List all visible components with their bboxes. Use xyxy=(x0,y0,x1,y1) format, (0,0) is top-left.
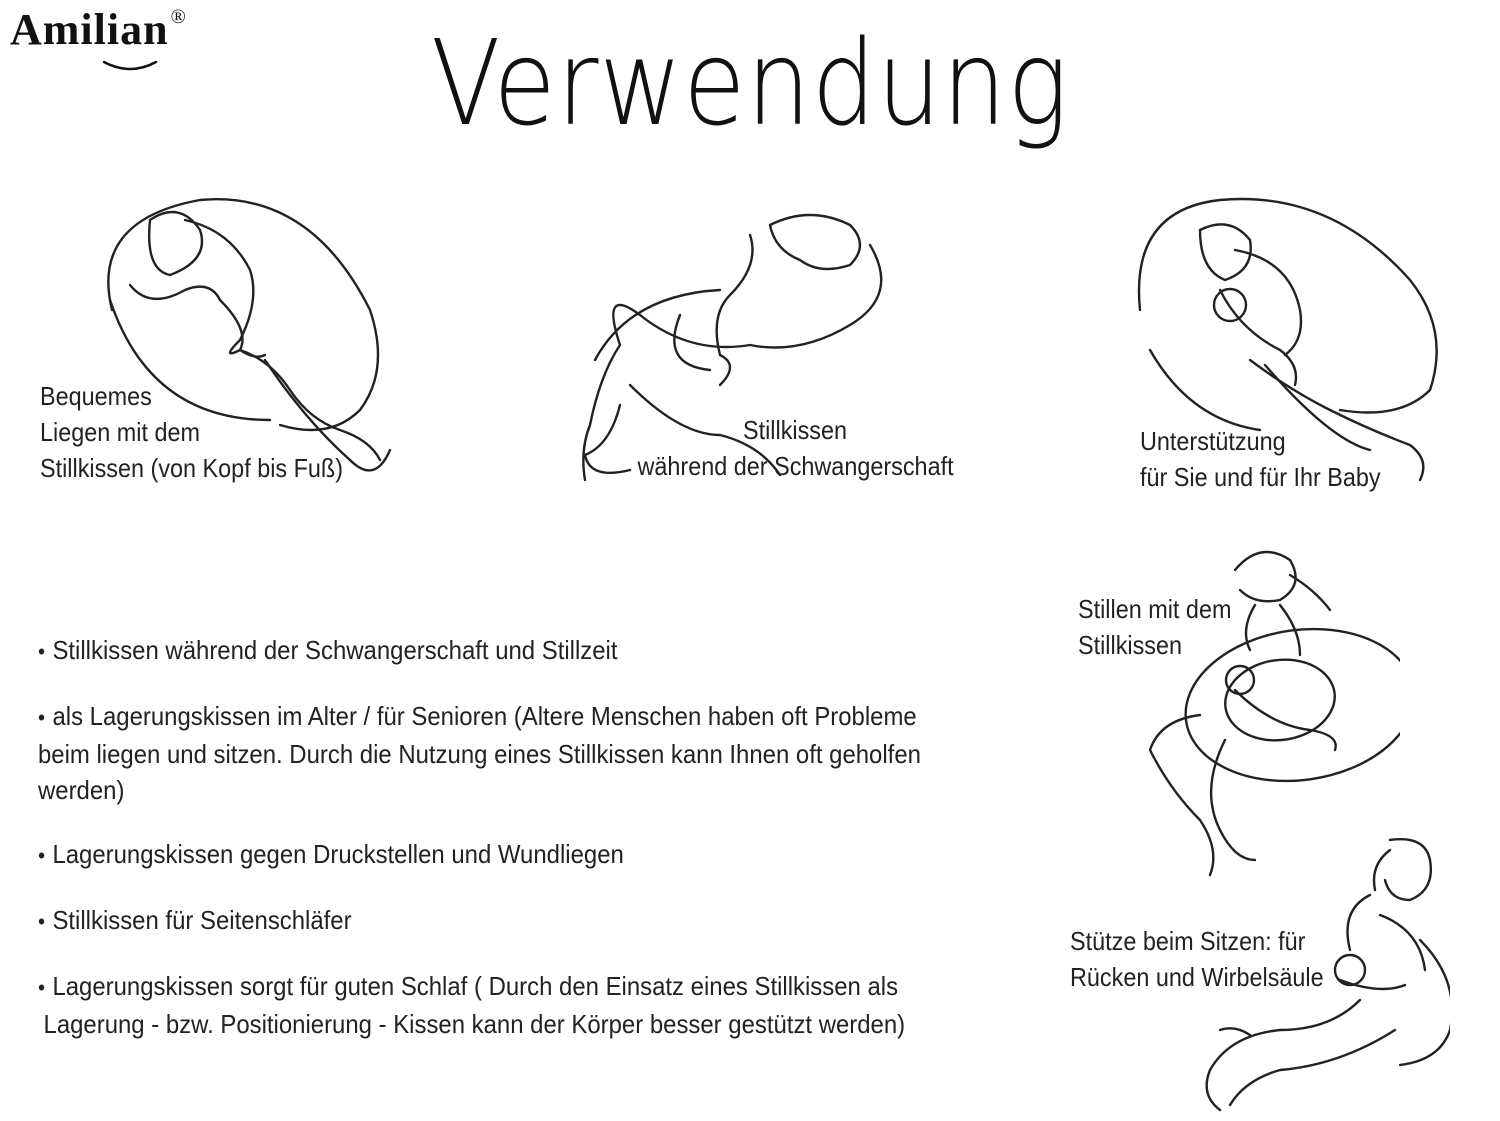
bullet-icon: • xyxy=(38,843,46,868)
list-item: • Lagerungskissen gegen Druckstellen und Wundliegen xyxy=(38,839,624,869)
usage-bullet-list xyxy=(38,632,998,1070)
list-item: • als Lagerungskissen im Alter / für Senioren (Altere Menschen haben oft Probleme beim liegen und sitzen. Durch die Nutzung eines Stillkissen kann Ihnen oft geholfen werden) xyxy=(38,701,921,805)
list-item: • Stillkissen während der Schwangerschaft und Stillzeit xyxy=(38,635,618,665)
brand-name: Amilian xyxy=(10,5,169,54)
bullet-icon: • xyxy=(38,975,46,1000)
list-item: • Stillkissen für Seitenschläfer xyxy=(38,905,352,935)
caption-breastfeeding: Stillen mit dem Stillkissen xyxy=(1078,594,1232,660)
bullet-icon: • xyxy=(38,909,46,934)
bullet-icon: • xyxy=(38,705,46,730)
list-item: • Lagerungskissen sorgt für guten Schlaf ( Durch den Einsatz eines Stillkissen als Lagerung - bzw. Positionierung - Kissen kann der Körper besser gestützt werden) xyxy=(38,971,906,1039)
caption-sitting: Stütze beim Sitzen: für Rücken und Wirbelsäule xyxy=(1070,926,1324,992)
caption-support: Unterstützung für Sie und für Ihr Baby xyxy=(1140,426,1381,492)
caption-pregnancy: Stillkissen während der Schwangerschaft xyxy=(637,415,954,481)
bullet-icon: • xyxy=(38,639,46,664)
page-title: Verwendung xyxy=(430,14,1069,152)
caption-lying: Bequemes Liegen mit dem Stillkissen (von Kopf bis Fuß) xyxy=(40,381,344,483)
registered-mark: ® xyxy=(170,6,187,28)
